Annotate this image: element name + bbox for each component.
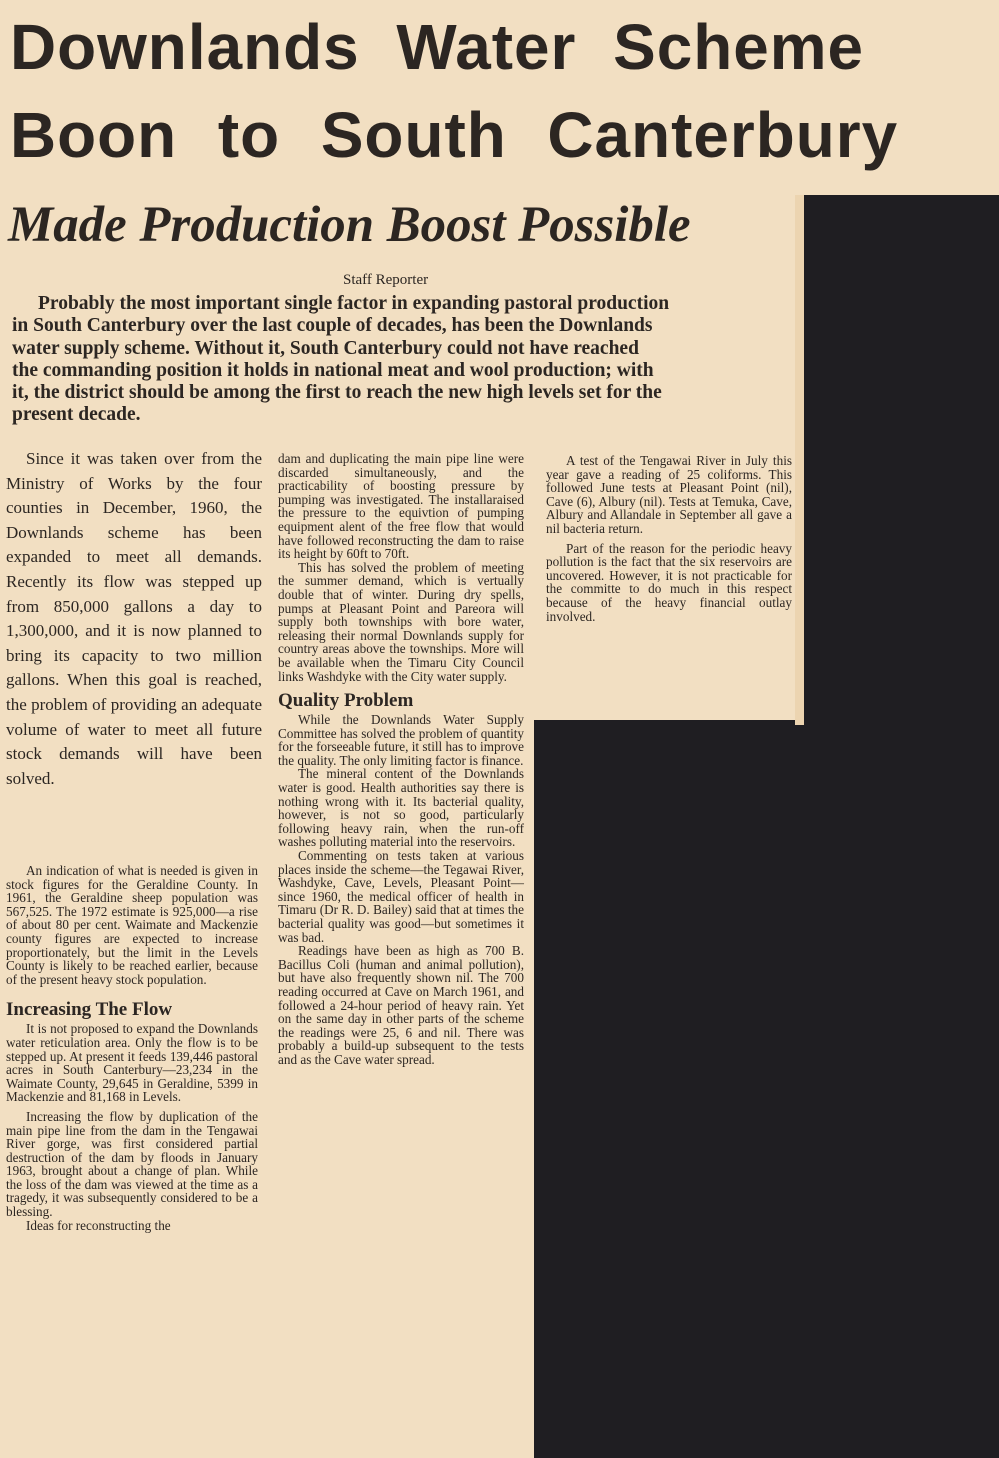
section-heading-increasing-flow: Increasing The Flow [6,999,173,1021]
column-3-body [546,454,792,623]
column-2-body [278,452,524,1067]
body-paragraph: Since it was taken over from the Ministry of Works by the four counties in December, 1960, the Downlands scheme has been expanded to meet all demands. Recently its flow was stepped up from 850,000 gallons a day to 1,300,000, and it is now planned to bring its capacity to two million gallons. When this goal is reached, the problem of providing an adequate volume of water to meet all future stock demands will have been solved. [6,449,262,788]
column-1-body [6,864,258,1232]
headline-line-2: Boon to South Canterbury [10,99,899,171]
body-paragraph: It is not proposed to expand the Downlands water reticulation area. Only the flow is to be stepped up. At present it feeds 139,446 pastoral acres in South Canterbury—23,234 in the Waimate County, 29,645 in Geraldine, 5399 in Mackenzie and 81,168 in Levels. [6,1021,258,1105]
body-paragraph: Commenting on tests taken at various places inside the scheme—the Tegawai River, Washdyke, Cave, Levels, Pleasant Point—since 1960, the medical officer of health in Timaru (Dr R. D. Bailey) said that at times the bacterial quality was good—but sometimes it was bad. [278,848,524,945]
byline: Staff Reporter [343,272,429,288]
body-paragraph: dam and duplicating the main pipe line were discarded simultaneously, and the practicability of boosting pressure by pumping was investigated. The installaraised the pressure to the equivtion of pumping equipment alent of the free flow that would have followed reconstructing the dam to raise its height by 60ft to 70ft. [278,451,524,562]
column-1-intro [6,447,262,791]
lede-line: Probably the most important single factor in expanding pastoral production [38,293,670,314]
lede-line: in South Canterbury over the last couple of decades, has been the Downlands [12,315,653,337]
lede-paragraph [12,293,797,427]
lede-line: present decade. [12,404,141,426]
subheadline: Made Production Boost Possible [8,197,691,253]
background-mask-top-right [804,195,999,1458]
body-paragraph: An indication of what is needed is given in stock figures for the Geraldine County. In 1961, the Geraldine sheep population was 567,525. The 1972 estimate is 925,000—a rise of about 80 per cent. Waimate and Mackenzie county figures are expected to increase proportionately, but the limit in the Levels County is likely to be reached earlier, because of the present heavy stock population. [6,863,258,987]
clipping-edge [795,195,804,725]
lede-line: the commanding position it holds in national meat and wool production; with [12,359,654,381]
body-paragraph: Ideas for reconstructing the [26,1217,171,1233]
background-mask-lower-right [534,720,804,1458]
headline-line-1: Downlands Water Scheme [10,11,865,83]
body-paragraph: Increasing the flow by duplication of the main pipe line from the dam in the Tengawai River gorge, was first considered partial destruction of the dam by floods in January 1963, brought about a change of plan. While the loss of the dam was viewed at the time as a tragedy, it was subsequently considered to be a blessing. [6,1108,258,1220]
body-paragraph: A test of the Tengawai River in July this year gave a reading of 25 coliforms. This followed June tests at Pleasant Point (nil), Cave (6), Albury (nil). Tests at Temuka, Cave, Albury and Allandale in September all gave a nil bacteria return. [546,453,792,536]
body-paragraph: This has solved the problem of meeting the summer demand, which is vertually double that of winter. During dry spells, pumps at Pleasant Point and Pareora will supply both townships with bore water, releasing their normal Downlands supply for country areas above the townships. More will be available when the Timaru City Council links Washdyke with the City water supply. [278,559,524,684]
body-paragraph: Part of the reason for the periodic heavy pollution is the fact that the six reservoirs are uncovered. However, it is not practicable for the committe to do much in this respect because of the heavy financial outlay involved. [546,540,792,624]
section-heading-quality-problem: Quality Problem [278,690,414,712]
body-paragraph: The mineral content of the Downlands water is good. Health authorities say there is nothing wrong with it. Its bacterial quality, however, is not so good, particularly following heavy rain, when the run-off washes polluting material into the reservoirs. [278,766,524,850]
body-paragraph: Readings have been as high as 700 B. Bacillus Coli (human and animal pollution), but have also frequently shown nil. The 700 reading occurred at Cave on March 1961, and followed a 24-hour period of heavy rain. Yet on the same day in other parts of the scheme the readings were 25, 6 and nil. There was probably a build-up subsequent to the tests and as the Cave water spread. [278,943,524,1067]
lede-line: water supply scheme. Without it, South Canterbury could not have reached [12,337,639,359]
lede-line: it, the district should be among the first to reach the new high levels set for the [12,382,662,404]
body-paragraph: While the Downlands Water Supply Committee has solved the problem of quantity for the forseeable future, it still has to improve the quality. The only limiting factor is finance. [278,712,524,768]
